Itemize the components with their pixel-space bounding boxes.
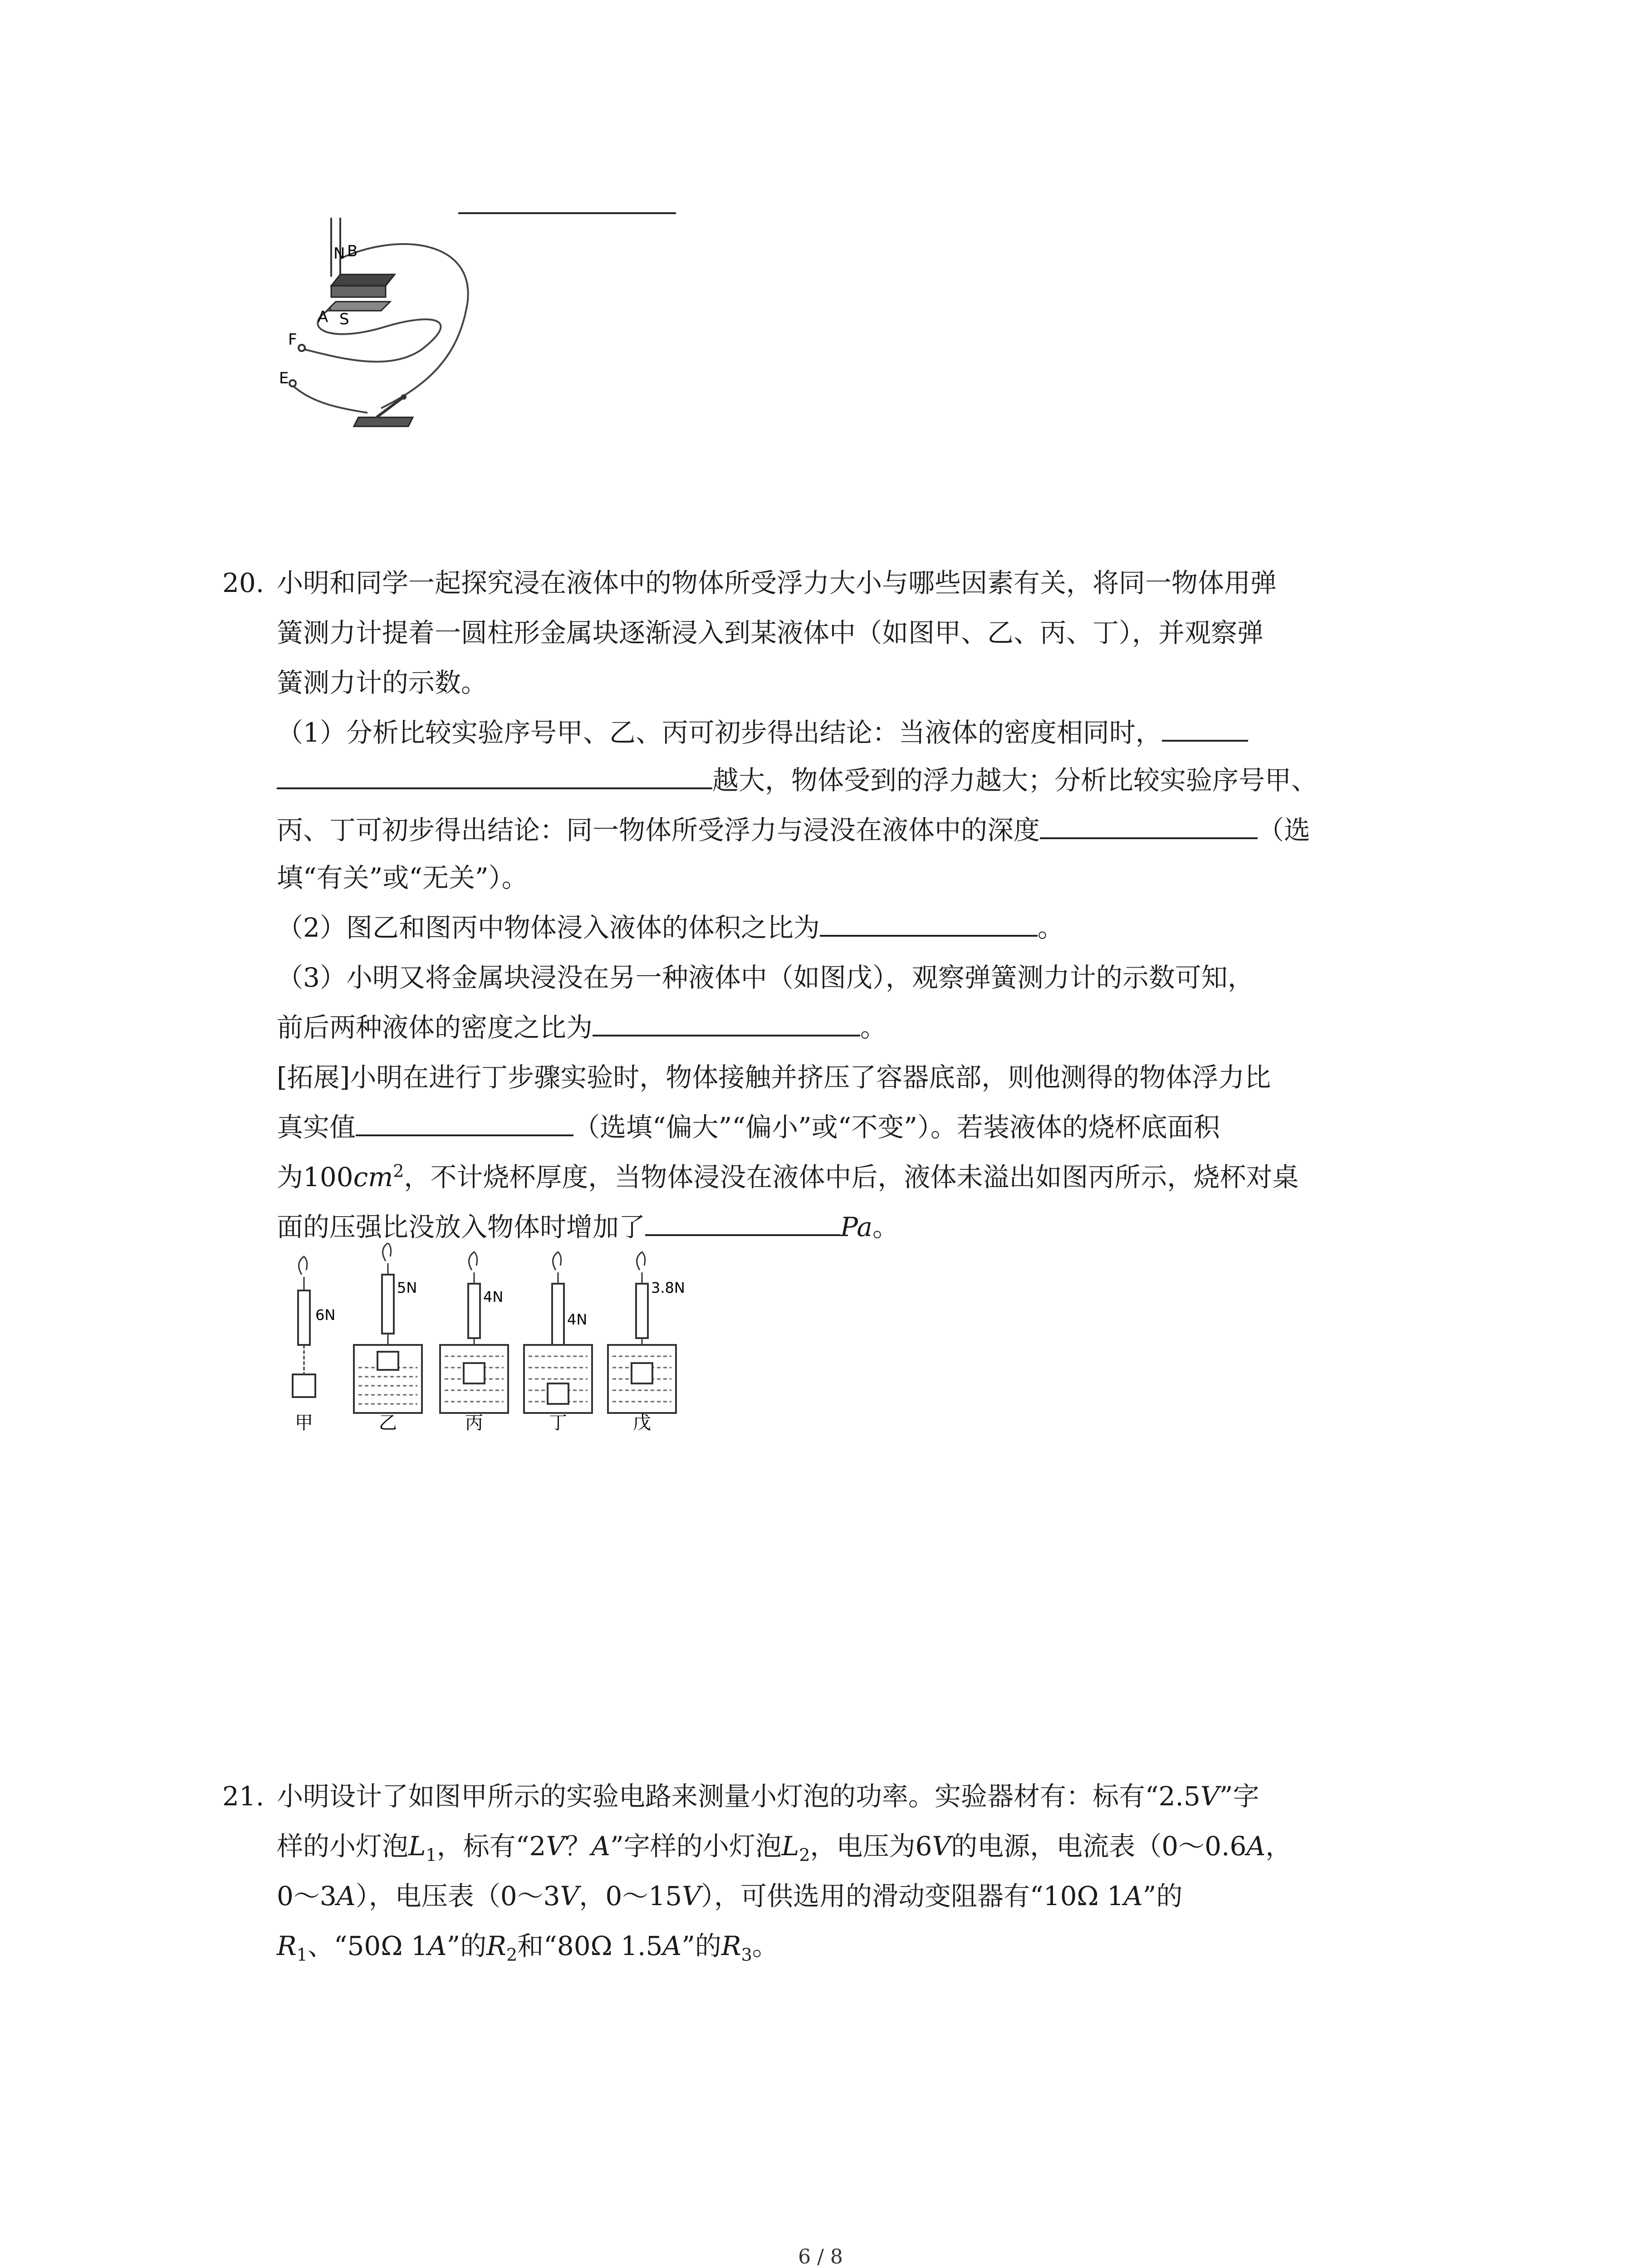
q21-line4	[277, 1923, 779, 1969]
q21-text8: 的电源，电流表（0～0.6	[951, 1831, 1247, 1862]
page-number: 6 / 8	[798, 2245, 843, 2268]
q21-text18: ”的	[681, 1931, 721, 1961]
q21-text6: ”字样的小灯泡	[610, 1831, 782, 1862]
q20-part2-text: （2）图乙和图丙中物体浸入液体的体积之比为	[277, 912, 820, 943]
q21-line2	[277, 1823, 1292, 1869]
unit-a: A	[336, 1881, 356, 1911]
q20-part1-line2	[277, 758, 1318, 803]
setup-yi	[354, 1243, 422, 1433]
unit-cm: cm	[353, 1162, 393, 1193]
label-n: N	[333, 244, 345, 263]
caption-ding: 丁	[549, 1413, 567, 1433]
q21-line1	[277, 1774, 1259, 1819]
subscript-3: 3	[741, 1945, 752, 1965]
q21-text19: 。	[752, 1931, 779, 1961]
answer-blank-3	[1040, 810, 1258, 839]
answer-blank-2	[277, 760, 712, 789]
reading-yi: 5N	[397, 1279, 417, 1296]
caption-bing: 丙	[465, 1413, 483, 1433]
setup-jia	[293, 1256, 335, 1433]
subscript-1: 1	[426, 1845, 437, 1865]
label-f: F	[288, 331, 297, 349]
unit-a: A	[591, 1831, 611, 1862]
q21-text13: ），可供选用的滑动变阻器有“10Ω 1	[701, 1881, 1124, 1911]
q20-part2-end: 。	[1037, 912, 1064, 943]
unit-v: V	[932, 1831, 951, 1862]
subscript-2: 2	[506, 1945, 518, 1965]
q20-part2	[277, 905, 1064, 950]
label-b: B	[347, 242, 358, 260]
answer-blank-6	[356, 1107, 573, 1136]
unit-a: A	[662, 1931, 682, 1961]
reading-wu: 3.8N	[651, 1279, 685, 1296]
unit-a: A	[1246, 1831, 1266, 1862]
answer-blank-1	[1162, 713, 1248, 742]
q20-part1-line4: 填“有关”或“无关”）。	[277, 862, 528, 893]
q20-ext-text3: 为100	[277, 1162, 353, 1193]
unit-v: V	[546, 1831, 565, 1862]
symbol-r: R	[721, 1931, 741, 1961]
q20-part1-line3	[277, 807, 1310, 853]
q21-text7: ，电压为6	[810, 1831, 932, 1862]
label-s: S	[339, 310, 349, 328]
answer-blank-7	[645, 1207, 840, 1236]
label-e: E	[279, 369, 289, 387]
q20-extension-line1: [拓展]小明在进行丁步骤实验时，物体接触并挤压了容器底部，则他测得的物体浮力比	[277, 1062, 1271, 1093]
q21-text16: ”的	[446, 1931, 487, 1961]
q20-stem-line3: 簧测力计的示数。	[277, 667, 488, 698]
induction-apparatus-figure	[272, 213, 508, 449]
q20-part1-text2: 越大，物体受到的浮力越大；分析比较实验序号甲、	[712, 765, 1318, 796]
q21-text1: 小明设计了如图甲所示的实验电路来测量小灯泡的功率。实验器材有：标有“2.5	[277, 1781, 1200, 1812]
q20-part3-line2	[277, 1005, 887, 1050]
answer-blank-4	[820, 908, 1038, 937]
caption-wu: 戊	[633, 1413, 651, 1433]
q21-text10: 0～3	[277, 1881, 337, 1911]
q20-ext-text5: 面的压强比没放入物体时增加了	[277, 1212, 646, 1242]
caption-jia: 甲	[295, 1413, 313, 1433]
q21-text11: ），电压表（0～3	[355, 1881, 560, 1911]
q21-text2: ”字	[1219, 1781, 1259, 1812]
reading-bing: 4N	[483, 1288, 504, 1305]
q21-text5: ？	[565, 1831, 592, 1862]
q21-text12: ，0～15	[579, 1881, 682, 1911]
question-21-number: 21.	[222, 1781, 265, 1812]
q20-ext-text4: ，不计烧杯厚度，当物体浸没在液体中后，液体未溢出如图丙所示，烧杯对桌	[404, 1162, 1299, 1193]
q20-part1-text3: 丙、丁可初步得出结论：同一物体所受浮力与浸没在液体中的深度	[277, 815, 1040, 846]
q20-stem-line2: 簧测力计提着一圆柱形金属块逐渐浸入到某液体中（如图甲、乙、丙、丁），并观察弹	[277, 617, 1264, 648]
q21-line3	[277, 1873, 1182, 1919]
spring-scale-figure	[272, 1243, 708, 1479]
q21-text17: 和“80Ω 1.5	[517, 1931, 663, 1961]
unit-exponent: 2	[393, 1161, 404, 1181]
symbol-r: R	[486, 1931, 506, 1961]
reading-ding: 4N	[567, 1311, 588, 1328]
q21-text9: ，	[1265, 1831, 1292, 1862]
unit-v: V	[1200, 1781, 1220, 1812]
unit-a: A	[427, 1931, 447, 1961]
answer-blank-5	[593, 1007, 860, 1036]
symbol-r: R	[277, 1931, 297, 1961]
q20-ext-text2: （选填“偏大”“偏小”或“不变”）。若装液体的烧杯底面积	[573, 1112, 1220, 1143]
label-a: A	[318, 308, 328, 326]
q21-text14: ”的	[1142, 1881, 1183, 1911]
setup-wu	[608, 1252, 685, 1433]
q20-part1-text1: （1）分析比较实验序号甲、乙、丙可初步得出结论：当液体的密度相同时，	[277, 717, 1162, 748]
unit-a: A	[1123, 1881, 1143, 1911]
symbol-l: L	[781, 1831, 799, 1862]
q20-part3-end: 。	[860, 1012, 887, 1043]
subscript-1: 1	[296, 1945, 308, 1965]
question-20-number: 20.	[222, 567, 265, 598]
unit-v: V	[682, 1881, 701, 1911]
unit-v: V	[560, 1881, 579, 1911]
unit-pa: Pa	[840, 1212, 873, 1242]
symbol-l: L	[408, 1831, 426, 1862]
q20-stem-line1: 小明和同学一起探究浸在液体中的物体所受浮力大小与哪些因素有关，将同一物体用弹	[277, 567, 1277, 598]
q20-extension-line3	[277, 1154, 1298, 1200]
setup-bing	[440, 1252, 508, 1433]
q20-part1-text4: （选	[1258, 815, 1311, 846]
q21-text15: 、“50Ω 1	[307, 1931, 428, 1961]
subscript-2: 2	[799, 1845, 810, 1865]
q20-part3-line1: （3）小明又将金属块浸没在另一种液体中（如图戊），观察弹簧测力计的示数可知，	[277, 962, 1254, 993]
q20-part1-line1	[277, 710, 1248, 755]
q20-ext-end: 。	[872, 1212, 899, 1242]
q20-extension-line2	[277, 1105, 1220, 1150]
q21-text3: 样的小灯泡	[277, 1831, 409, 1862]
q20-ext-text1: 真实值	[277, 1112, 356, 1143]
q20-part3-text: 前后两种液体的密度之比为	[277, 1012, 593, 1043]
caption-yi: 乙	[379, 1413, 397, 1433]
q21-text4: ，标有“2	[436, 1831, 546, 1862]
reading-jia: 6N	[315, 1306, 336, 1324]
setup-ding	[524, 1252, 592, 1433]
